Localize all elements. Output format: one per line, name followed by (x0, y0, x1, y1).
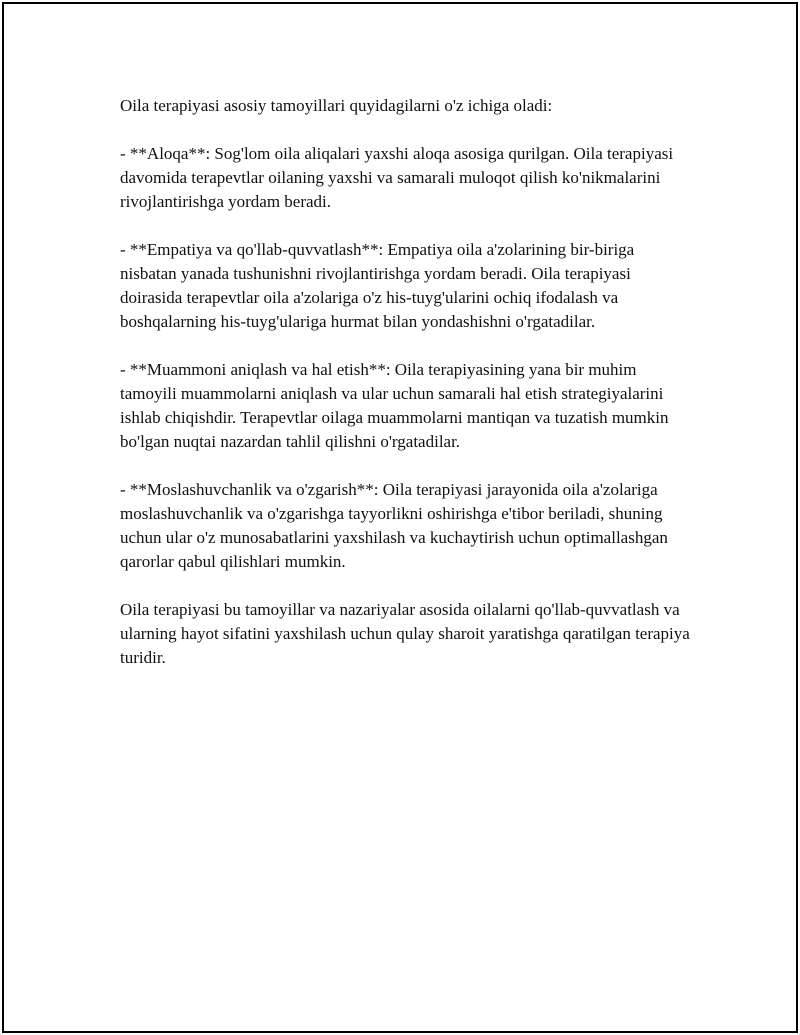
list-item-muammoni-aniqlash: - **Muammoni aniqlash va hal etish**: Oila terapiyasining yana bir muhim tamoyili muammolarni aniqlash va ular uchun samarali hal etish strategiyalarini ishlab chiqishdir. Terapevtlar oilaga muammolarni mantiqan va tuzatish mumkin bo'lgan nuqtai nazardan tahlil qilishni o'rgatadilar. (120, 360, 669, 451)
document-page (2, 2, 798, 1033)
document-body (120, 94, 690, 694)
intro-paragraph: Oila terapiyasi asosiy tamoyillari quyidagilarni o'z ichiga oladi: (120, 96, 553, 115)
list-item-empatiya: - **Empatiya va qo'llab-quvvatlash**: Empatiya oila a'zolarining bir-biriga nisbatan yanada tushunishni rivojlantirishga yordam beradi. Oila terapiyasi doirasida terapevtlar oila a'zolariga o'z his-tuyg'ularini ochiq ifodalash va boshqalarning his-tuyg'ulariga hurmat bilan yondashishni o'rgatadilar. (120, 240, 635, 331)
list-item-aloqa: - **Aloqa**: Sog'lom oila aliqalari yaxshi aloqa asosiga qurilgan. Oila terapiyasi davomida terapevtlar oilaning yaxshi va samarali muloqot qilish ko'nikmalarini rivojlantirishga yordam beradi. (120, 144, 674, 211)
conclusion-paragraph: Oila terapiyasi bu tamoyillar va nazariyalar asosida oilalarni qo'llab-quvvatlash va ularning hayot sifatini yaxshilash uchun qulay sharoit yaratishga qaratilgan terapiya turidir. (120, 600, 690, 667)
list-item-moslashuvchanlik: - **Moslashuvchanlik va o'zgarish**: Oila terapiyasi jarayonida oila a'zolariga moslashuvchanlik va o'zgarishga tayyorlikni oshirishga e'tibor beriladi, shuning uchun ular o'z munosabatlarini yaxshilash va kuchaytirish uchun optimallashgan qarorlar qabul qilishlari mumkin. (120, 480, 668, 571)
